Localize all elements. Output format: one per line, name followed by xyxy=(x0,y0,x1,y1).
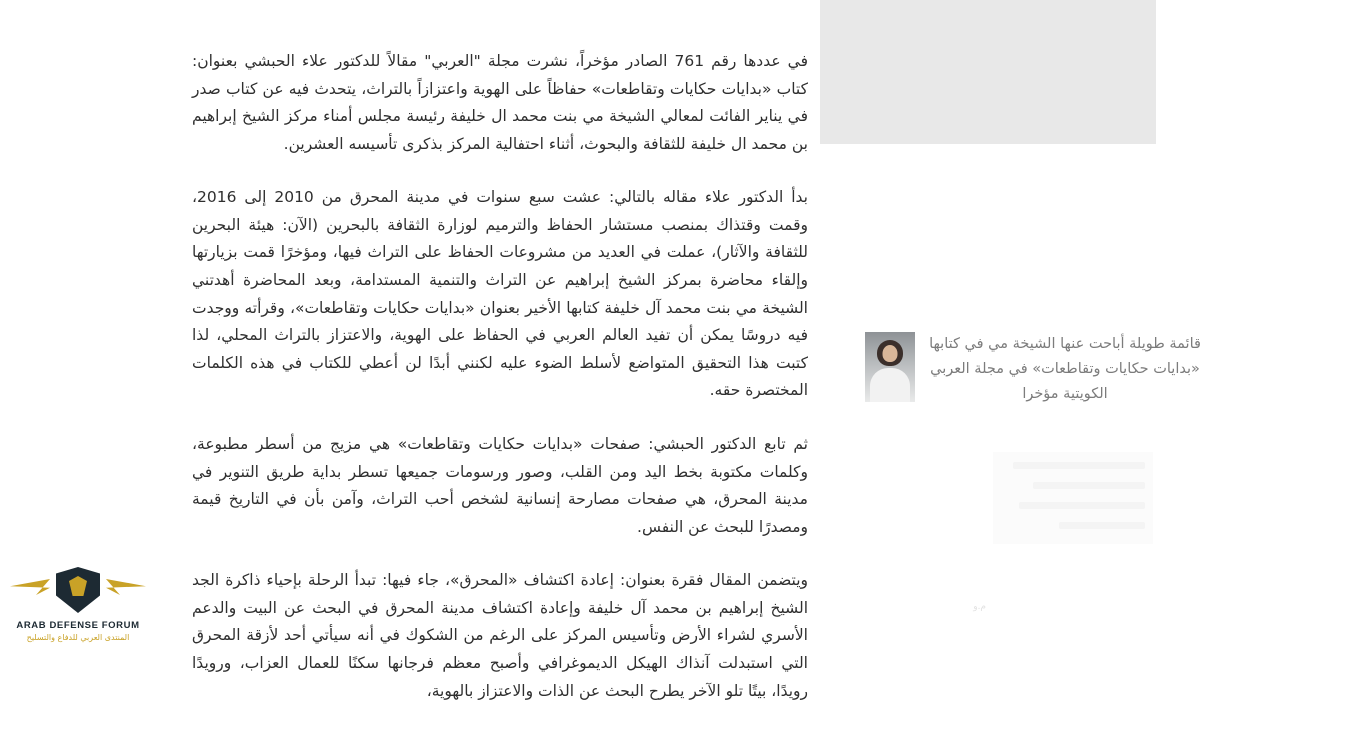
eagle-shield-icon xyxy=(8,563,148,619)
faint-watermark-text: م.و xyxy=(973,602,986,612)
article-paragraph: ثم تابع الدكتور الحبشي: صفحات «بدايات حكايات وتقاطعات» هي مزيج من أسطر مطبوعة، وكلمات مكتوبة بخط اليد ومن القلب، وصور ورسومات جميعها تسطر بداية طريق التنوير في مدينة المحرق، هي صفحات مصارحة إنسانية لشخص أحب التراث، وآمن بأن في التاريخ قيمة ومصدرًا للبحث عن النفس. xyxy=(192,434,808,536)
figure-caption-block xyxy=(865,332,1201,407)
figure-caption-text: قائمة طويلة أباحت عنها الشيخة مي في كتابها «بدايات حكايات وتقاطعات» في مجلة العربي الكويتية مؤخرا xyxy=(929,336,1201,402)
portrait-thumbnail xyxy=(865,332,915,402)
sidebar-image-placeholder xyxy=(820,0,1156,144)
forum-watermark xyxy=(8,563,148,649)
article-paragraph: ويتضمن المقال فقرة بعنوان: إعادة اكتشاف «المحرق»، جاء فيها: تبدأ الرحلة بإحياء ذاكرة الجد الشيخ إبراهيم بن محمد آل خليفة وإعادة اكتشاف مدينة المحرق في البحث عن البيت والدعم الأسري لشراء الأرض وتأسيس المركز على الرغم من الشكوك في أنه سيأتي أحد لأزقة المحرق التي استبدلت آنذاك الهيكل الديموغرافي وأصبح معظم فرجانها سكنًا للعمال العزاب، ورويدًا رويدًا، بيتًا تلو الآخر يطرح البحث عن الذات والاعتزاز بالهوية، xyxy=(192,571,808,700)
watermark-name: ARAB DEFENSE FORUM xyxy=(16,620,140,631)
article-paragraph: في عددها رقم 761 الصادر مؤخراً، نشرت مجلة "العربي" مقالاً للدكتور علاء الحبشي بعنوان: كتاب «بدايات حكايات وتقاطعات» حفاظاً على الهوية واعتزازاً بالتراث، يتحدث فيه عن كتاب صدر في يناير الفائت لمعالي الشيخة مي بنت محمد ال خليفة رئيسة مجلس أمناء مركز الشيخ إبراهيم بن محمد ال خليفة للثقافة والبحوث، أثناء احتفالية المركز بذكرى تأسيسه العشرين. xyxy=(192,52,808,153)
sidebar xyxy=(808,0,1348,657)
article-body xyxy=(192,48,808,731)
faint-content-placeholder xyxy=(993,452,1153,544)
watermark-subtitle: المنتدى العربي للدفاع والتسليح xyxy=(26,633,130,642)
article-paragraph: بدأ الدكتور علاء مقاله بالتالي: عشت سبع سنوات في مدينة المحرق من 2010 إلى 2016، وقمت وقتذاك بمنصب مستشار الحفاظ والترميم لوزارة الثقافة بالبحرين (الآن: هيئة البحرين للثقافة والآثار)، عملت في العديد من مشروعات الحفاظ على التراث فيها، ومؤخرًا قمت بزيارتها وإلقاء محاضرة بمركز الشيخ إبراهيم عن التراث والتنمية المستدامة، وبعد المحاضرة أهدتني الشيخة مي بنت محمد آل خليفة كتابها الأخير بعنوان «بدايات حكايات وتقاطعات»، وقرأته ووجدت فيه دروسًا يمكن أن تفيد العالم العربي في الحفاظ على الهوية، والاعتزاز بالتراث المحلي، لذا كتبت هذا التحقيق المتواضع لأسلط الضوء عليه لكنني أبدًا لن أعطي للكتاب في هذه الكلمات المختصرة حقه. xyxy=(192,188,808,400)
